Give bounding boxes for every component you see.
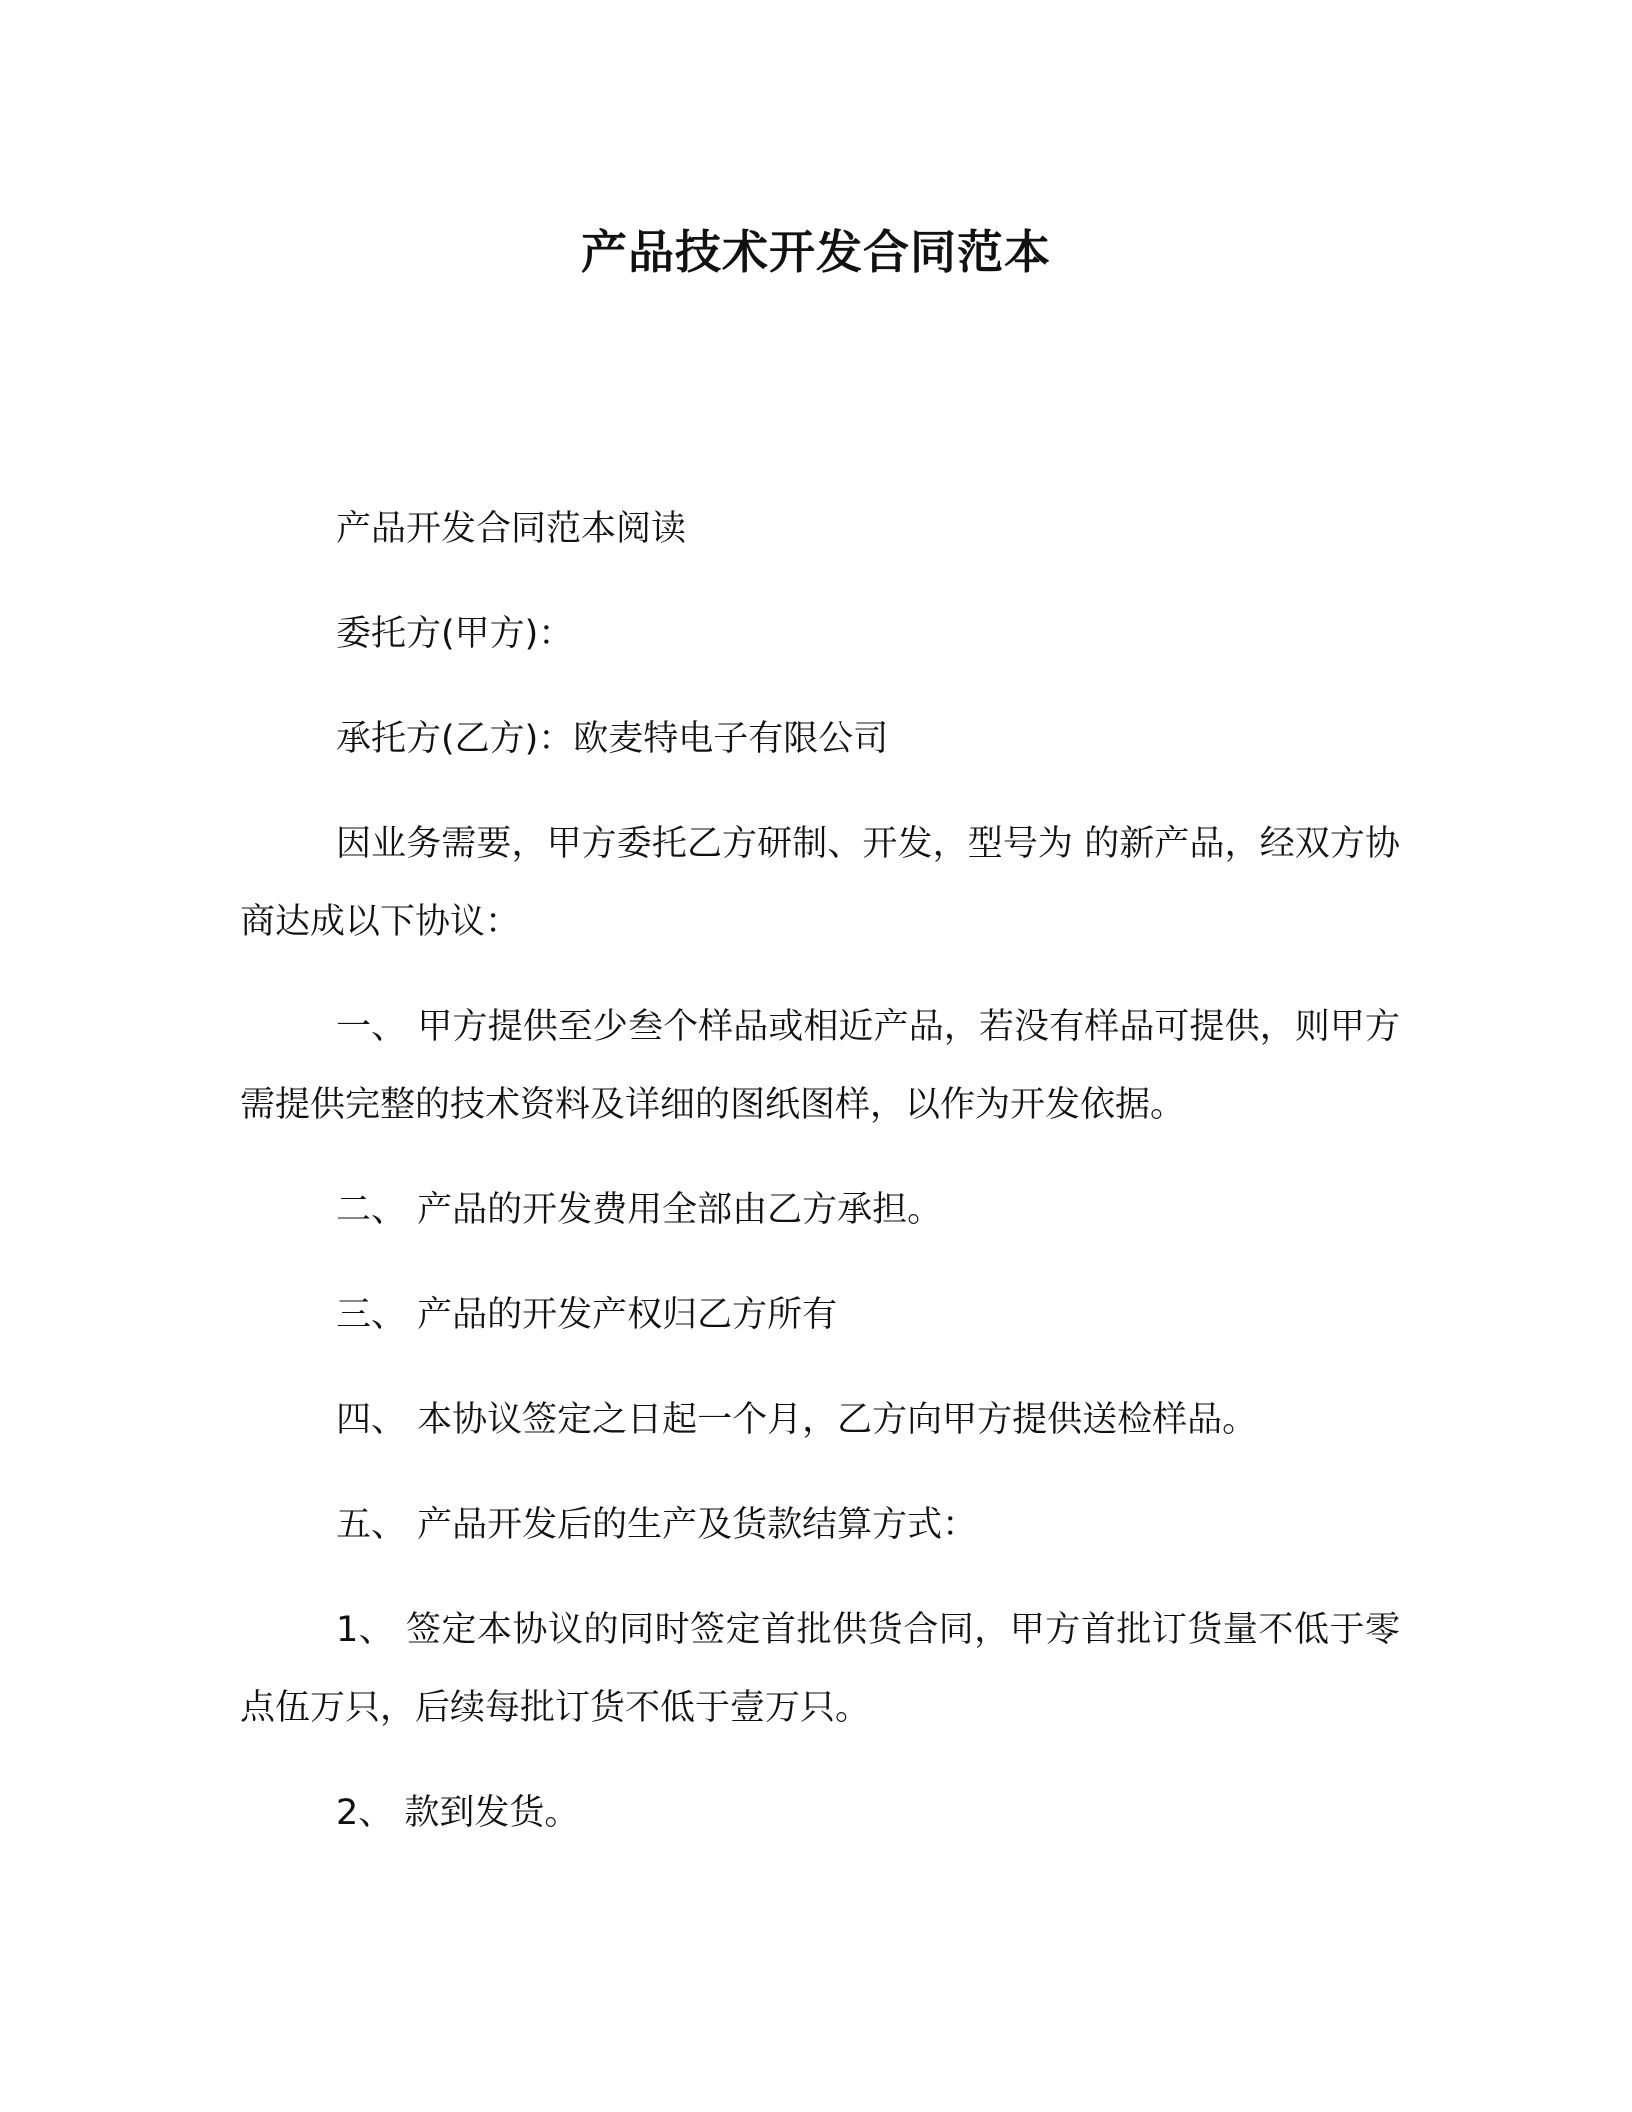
clause-3: 三、 产品的开发产权归乙方所有	[336, 1295, 838, 1335]
clause-1: 一、 甲方提供至少叁个样品或相近产品，若没有样品可提供，则甲方需提供完整的技术资料及详细的图纸图样，以作为开发依据。	[240, 1007, 1400, 1125]
document-body	[240, 490, 1400, 1879]
section-heading: 产品开发合同范本阅读	[336, 509, 687, 549]
sub-clause-2: 2、 款到发货。	[336, 1793, 580, 1833]
clause-4: 四、 本协议签定之日起一个月，乙方向甲方提供送检样品。	[336, 1400, 1258, 1440]
intro-paragraph: 因业务需要，甲方委托乙方研制、开发，型号为 的新产品，经双方协商达成以下协议：	[240, 824, 1400, 942]
clause-2: 二、 产品的开发费用全部由乙方承担。	[336, 1190, 943, 1230]
document-title: 产品技术开发合同范本	[581, 225, 1051, 279]
sub-clause-1: 1、 签定本协议的同时签定首批供货合同，甲方首批订货量不低于零点伍万只，后续每批订货不低于壹万只。	[240, 1610, 1400, 1728]
party-b-line: 承托方(乙方)：欧麦特电子有限公司	[336, 719, 889, 759]
party-a-line: 委托方(甲方)：	[336, 614, 574, 654]
clause-5: 五、 产品开发后的生产及货款结算方式：	[336, 1505, 978, 1545]
